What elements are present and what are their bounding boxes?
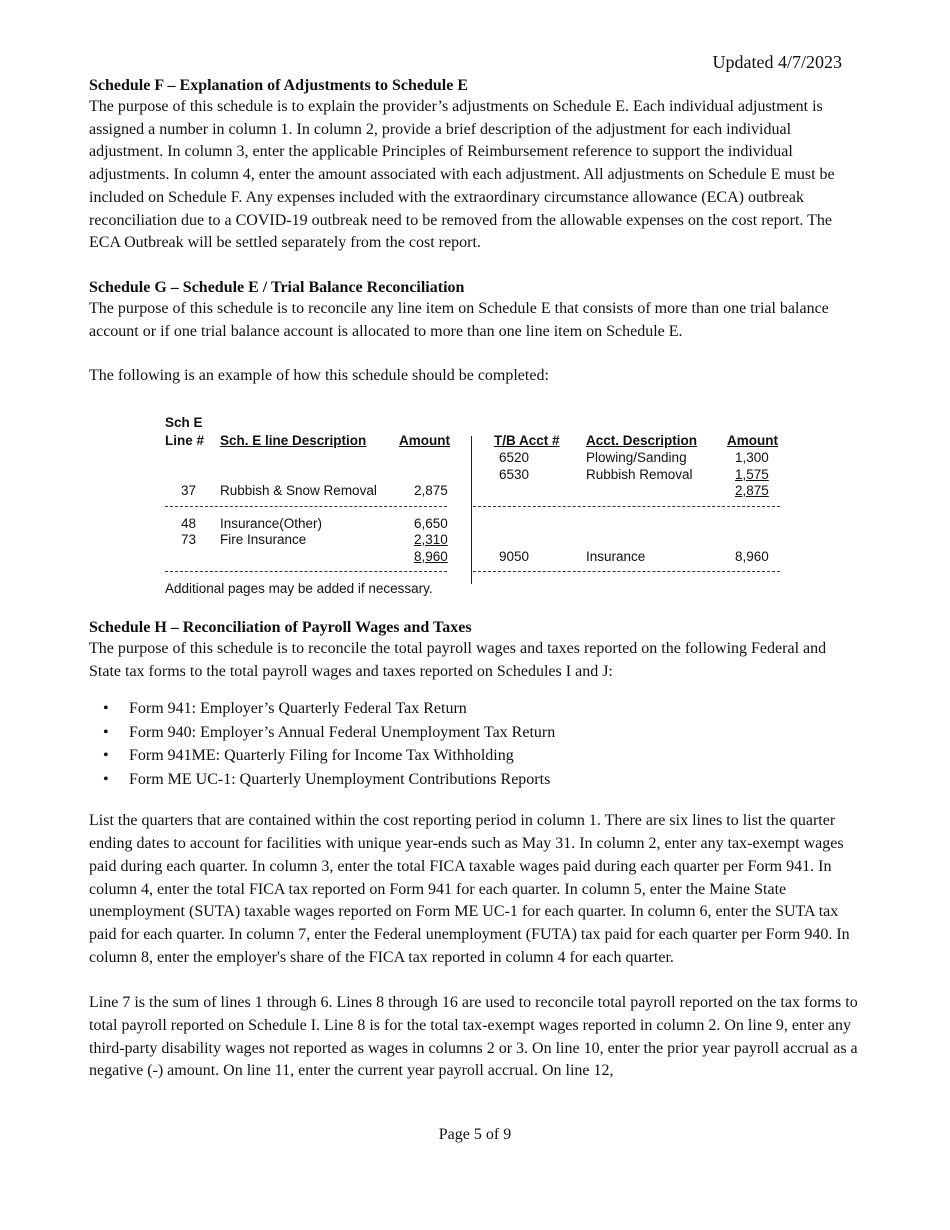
amount-cell: 8,960 — [735, 548, 769, 564]
tax-forms-list — [89, 697, 859, 791]
description-cell: Rubbish & Snow Removal — [220, 483, 377, 499]
schedule-g-title: Schedule G – Schedule E / Trial Balance Reconciliation — [89, 278, 465, 296]
tb-acct-cell: 6520 — [499, 450, 530, 466]
updated-date: Updated 4/7/2023 — [712, 52, 842, 72]
tb-acct-cell: 6530 — [499, 466, 530, 482]
example-reconciliation-table — [165, 414, 790, 596]
header-sch-e: Sch E — [165, 415, 203, 431]
amount-cell: 2,875 — [414, 483, 448, 499]
amount-cell: 6,650 — [414, 515, 448, 531]
schedule-h-title: Schedule H – Reconciliation of Payroll Wages and Taxes — [89, 619, 472, 637]
acct-desc-cell: Insurance — [586, 548, 646, 564]
amount-cell: 8,960 — [414, 548, 448, 564]
line-number-cell: 48 — [181, 515, 197, 531]
list-item: • Form 941: Employer’s Quarterly Federal Tax Return — [129, 697, 859, 721]
table-row — [165, 450, 790, 467]
schedule-f-title: Schedule F – Explanation of Adjustments to Schedule E — [89, 77, 469, 94]
header-amount: Amount — [399, 433, 450, 449]
schedule-h-para-3: Line 7 is the sum of lines 1 through 6. Lines 8 through 16 are used to reconcile total payroll reported on the tax forms to total payroll reported on Schedule I. Line 8 is for the total tax-exempt wages reported in column 2. On line 9, enter any third-party disability wages not reported as wages in columns 2 or 3. On line 10, enter the prior year payroll accrual as a negative (-) amount. On line 11, enter the current year payroll accrual. On line 12, — [89, 994, 858, 1080]
example-intro: The following is an example of how this schedule should be completed: — [89, 367, 549, 385]
table-row — [165, 467, 790, 484]
header-amount-2: Amount — [727, 433, 778, 449]
acct-desc-cell: Plowing/Sanding — [586, 450, 687, 466]
description-cell: Insurance(Other) — [220, 515, 323, 531]
document-body — [89, 76, 859, 1083]
table-header — [165, 414, 790, 450]
table-row — [165, 483, 790, 500]
line-number-cell: 73 — [181, 532, 197, 548]
dashed-separator — [165, 565, 790, 581]
list-item: • Form 940: Employer’s Annual Federal Unemployment Tax Return — [129, 721, 859, 745]
line-number-cell: 37 — [181, 483, 197, 499]
schedule-g-body: The purpose of this schedule is to reconcile any line item on Schedule E that consists of more than one trial balance account or if one trial balance account is allocated to more than one line item on Schedule E. — [89, 299, 829, 340]
list-item: • Form 941ME: Quarterly Filing for Income Tax Withholding — [129, 744, 859, 768]
dashed-separator — [165, 500, 790, 516]
amount-cell: 1,300 — [735, 450, 769, 466]
tb-acct-cell: 9050 — [499, 548, 530, 564]
schedule-h-para-2: List the quarters that are contained within the cost reporting period in column 1. There are six lines to list the quarter ending dates to account for facilities with unique year-ends such as May 31. In column 2, enter any tax-exempt wages paid during each quarter. In column 3, enter the total FICA taxable wages paid during each quarter per Form 941. In column 4, enter the total FICA tax reported on Form 941 for each quarter. In column 5, enter the Maine State unemployment (SUTA) taxable wages reported on Form ME UC-1 for each quarter. In column 6, enter the SUTA tax paid for each quarter. In column 7, enter the Federal unemployment (FUTA) tax paid for each quarter per Form 940. In column 8, enter the employer's share of the FICA tax reported in column 4 for each quarter. — [89, 812, 850, 966]
acct-desc-cell: Rubbish Removal — [586, 466, 693, 482]
amount-cell: 2,875 — [735, 483, 769, 499]
amount-cell: 1,575 — [735, 466, 769, 482]
description-cell: Fire Insurance — [220, 532, 307, 548]
page-number: Page 5 of 9 — [438, 1126, 512, 1143]
table-row — [165, 549, 790, 566]
header-description: Sch. E line Description — [220, 433, 367, 449]
table-note: Additional pages may be added if necessary. — [165, 581, 433, 597]
table-row — [165, 516, 790, 533]
header-tb-acct: T/B Acct # — [494, 433, 560, 449]
list-item: • Form ME UC-1: Quarterly Unemployment Contributions Reports — [129, 768, 859, 792]
schedule-f-body: The purpose of this schedule is to explain the provider’s adjustments on Schedule E. Each individual adjustment is assigned a number in column 1. In column 2, provide a brief description of the adjustment for each individual adjustment. In column 3, enter the applicable Principles of Reimbursement reference to support the individual adjustments. In column 4, enter the amount associated with each adjustment. All adjustments on Schedule E must be included on Schedule F. Any expenses included with the extraordinary circumstance allowance (ECA) outbreak reconciliation due to a COVID-19 outbreak need to be removed from the allowable expenses on the cost report. The ECA Outbreak will be settled separately from the cost report. — [89, 98, 835, 252]
table-row — [165, 532, 790, 549]
amount-cell: 2,310 — [414, 532, 448, 548]
schedule-h-body: The purpose of this schedule is to reconcile the total payroll wages and taxes reported on the following Federal and State tax forms to the total payroll wages and taxes reported on Schedules I and J: — [89, 640, 827, 680]
header-acct-description: Acct. Description — [586, 433, 698, 449]
header-line-number: Line # — [165, 433, 205, 449]
